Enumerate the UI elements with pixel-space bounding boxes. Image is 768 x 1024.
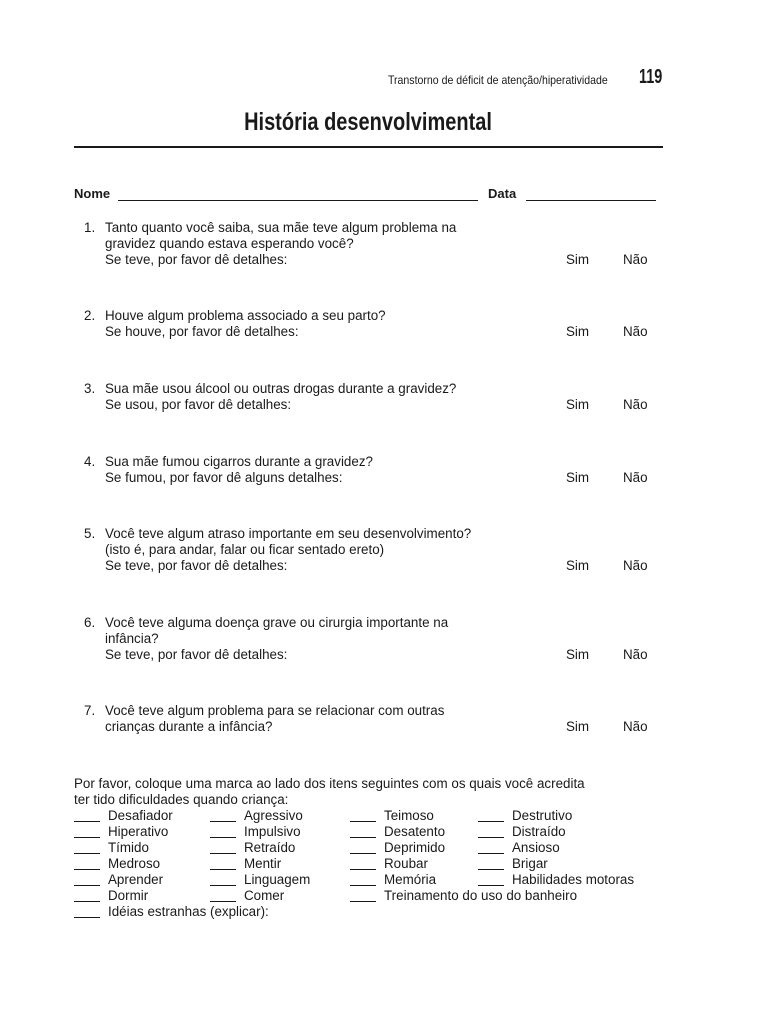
- checklist-item: [74, 824, 168, 840]
- answer-yes-option[interactable]: Sim: [566, 252, 590, 267]
- question-text-line: Se teve, por favor dê detalhes:: [105, 647, 288, 662]
- checklist-label: Hiperativo: [108, 824, 169, 839]
- question-number: 4.: [84, 454, 96, 469]
- checkmark-blank[interactable]: [478, 837, 504, 838]
- running-title: Transtorno de déficit de atenção/hiperatividade: [388, 73, 608, 87]
- checklist-label: Retraído: [244, 840, 296, 855]
- checklist-item: [74, 840, 149, 856]
- checkmark-blank[interactable]: [478, 885, 504, 886]
- checklist-item: [210, 808, 303, 824]
- instructions-line: Por favor, coloque uma marca ao lado dos itens seguintes com os quais você acredita: [74, 776, 585, 791]
- answer-no-option[interactable]: Não: [623, 252, 648, 267]
- checklist-item: [74, 904, 269, 920]
- checklist-label: Deprimido: [384, 840, 446, 855]
- checklist-item: [210, 872, 310, 888]
- checklist-item: [350, 824, 445, 840]
- checklist-item: [210, 856, 281, 872]
- checklist-label: Memória: [384, 872, 437, 887]
- checklist-item: [210, 840, 295, 856]
- header-fields: [74, 186, 664, 206]
- question-text-line: Se teve, por favor dê detalhes:: [105, 558, 288, 573]
- checklist-label: Destrutivo: [512, 808, 573, 823]
- question-number: 2.: [84, 308, 96, 323]
- checklist-label: Comer: [244, 888, 285, 903]
- checkmark-blank[interactable]: [210, 869, 236, 870]
- checklist-item: [350, 872, 436, 888]
- checkmark-blank[interactable]: [74, 821, 100, 822]
- question-text: [105, 220, 535, 268]
- question-number: 5.: [84, 526, 96, 541]
- checklist-item: [478, 872, 634, 888]
- question-text: [105, 703, 535, 735]
- checkmark-blank[interactable]: [350, 837, 376, 838]
- checklist-label: Tímido: [108, 840, 149, 855]
- checklist-item: [350, 808, 434, 824]
- question-text-line: gravidez quando estava esperando você?: [105, 236, 354, 251]
- question-text-line: Se teve, por favor dê detalhes:: [105, 252, 288, 267]
- name-field[interactable]: [118, 200, 478, 201]
- checkmark-blank[interactable]: [74, 901, 100, 902]
- question-number: 7.: [84, 703, 96, 718]
- question-text-line: infância?: [105, 631, 159, 646]
- checklist-label: Agressivo: [244, 808, 303, 823]
- checklist-label: Medroso: [108, 856, 161, 871]
- question-text-line: Tanto quanto você saiba, sua mãe teve algum problema na: [105, 220, 457, 235]
- instructions-line: ter tido dificuldades quando criança:: [74, 792, 289, 807]
- answer-no-option[interactable]: Não: [623, 647, 648, 662]
- answer-yes-option[interactable]: Sim: [566, 397, 590, 412]
- checklist-label: Treinamento do uso do banheiro: [384, 888, 578, 903]
- checklist-label: Teimoso: [384, 808, 434, 823]
- checkmark-blank[interactable]: [74, 837, 100, 838]
- question-text-line: Se usou, por favor dê detalhes:: [105, 397, 292, 412]
- checklist-item: [350, 856, 428, 872]
- question-text-line: Você teve algum problema para se relacionar com outras: [105, 703, 445, 718]
- checklist-item: [210, 824, 301, 840]
- checklist-label: Habilidades motoras: [512, 872, 635, 887]
- question-text-line: (isto é, para andar, falar ou ficar sentado ereto): [105, 542, 385, 557]
- question-text-line: Você teve algum atraso importante em seu desenvolvimento?: [105, 526, 472, 541]
- checklist-label: Brigar: [512, 856, 548, 871]
- checklist-item: [74, 888, 148, 904]
- checklist-label: Distraído: [512, 824, 566, 839]
- question-text: [105, 381, 535, 413]
- date-label: Data: [488, 186, 517, 201]
- answer-no-option[interactable]: Não: [623, 558, 648, 573]
- checklist-item: [210, 888, 284, 904]
- checkmark-blank[interactable]: [74, 885, 100, 886]
- question-text: [105, 308, 535, 340]
- checklist-item: [74, 808, 173, 824]
- question-text-line: Sua mãe fumou cigarros durante a gravidez?: [105, 454, 373, 469]
- name-label: Nome: [74, 186, 111, 201]
- checkmark-blank[interactable]: [478, 869, 504, 870]
- checklist-item: [350, 840, 445, 856]
- checklist-label: Aprender: [108, 872, 164, 887]
- checklist-label: Roubar: [384, 856, 428, 871]
- checklist-item: [350, 888, 577, 904]
- checkmark-blank[interactable]: [350, 821, 376, 822]
- checkmark-blank[interactable]: [478, 853, 504, 854]
- checkmark-blank[interactable]: [350, 901, 376, 902]
- answer-no-option[interactable]: Não: [623, 324, 648, 339]
- answer-yes-option[interactable]: Sim: [566, 719, 590, 734]
- page-number: 119: [638, 66, 662, 88]
- answer-yes-option[interactable]: Sim: [566, 558, 590, 573]
- checklist-item: [478, 808, 572, 824]
- question-text-line: Se fumou, por favor dê alguns detalhes:: [105, 470, 343, 485]
- answer-no-option[interactable]: Não: [623, 719, 648, 734]
- date-field[interactable]: [526, 200, 656, 201]
- checklist-label: Impulsivo: [244, 824, 301, 839]
- checkmark-blank[interactable]: [350, 853, 376, 854]
- checkmark-blank[interactable]: [74, 917, 100, 918]
- question-text-line: Houve algum problema associado a seu parto?: [105, 308, 386, 323]
- page-title: História desenvolvimental: [244, 108, 492, 136]
- question-text: [105, 454, 535, 486]
- checklist-label: Desatento: [384, 824, 446, 839]
- answer-yes-option[interactable]: Sim: [566, 647, 590, 662]
- answer-no-option[interactable]: Não: [623, 470, 648, 485]
- checkmark-blank[interactable]: [74, 853, 100, 854]
- checklist-item: [478, 840, 560, 856]
- checklist-item: [74, 856, 160, 872]
- checklist-label: Idéias estranhas (explicar):: [108, 904, 269, 919]
- running-header: [0, 66, 662, 90]
- question-text: [105, 615, 535, 663]
- checkmark-blank[interactable]: [74, 869, 100, 870]
- checkmark-blank[interactable]: [478, 821, 504, 822]
- question-text-line: Se houve, por favor dê detalhes:: [105, 324, 299, 339]
- checkmark-blank[interactable]: [350, 885, 376, 886]
- checklist-item: [74, 872, 163, 888]
- checkmark-blank[interactable]: [210, 901, 236, 902]
- checklist-item: [478, 824, 566, 840]
- instructions: [74, 776, 674, 808]
- checkmark-blank[interactable]: [210, 837, 236, 838]
- checklist-item: [478, 856, 548, 872]
- question-text: [105, 526, 535, 574]
- answer-yes-option[interactable]: Sim: [566, 470, 590, 485]
- question-number: 3.: [84, 381, 96, 396]
- question-text-line: crianças durante a infância?: [105, 719, 273, 734]
- checkmark-blank[interactable]: [210, 821, 236, 822]
- checklist-label: Desafiador: [108, 808, 173, 823]
- checkmark-blank[interactable]: [210, 885, 236, 886]
- title-rule: [74, 146, 663, 148]
- checklist-label: Linguagem: [244, 872, 311, 887]
- checklist-label: Ansioso: [512, 840, 560, 855]
- checkmark-blank[interactable]: [210, 853, 236, 854]
- answer-yes-option[interactable]: Sim: [566, 324, 590, 339]
- checklist-label: Mentir: [244, 856, 282, 871]
- question-number: 1.: [84, 220, 96, 235]
- question-text-line: Sua mãe usou álcool ou outras drogas durante a gravidez?: [105, 381, 457, 396]
- checklist-label: Dormir: [108, 888, 149, 903]
- question-number: 6.: [84, 615, 96, 630]
- question-text-line: Você teve alguma doença grave ou cirurgia importante na: [105, 615, 449, 630]
- answer-no-option[interactable]: Não: [623, 397, 648, 412]
- checkmark-blank[interactable]: [350, 869, 376, 870]
